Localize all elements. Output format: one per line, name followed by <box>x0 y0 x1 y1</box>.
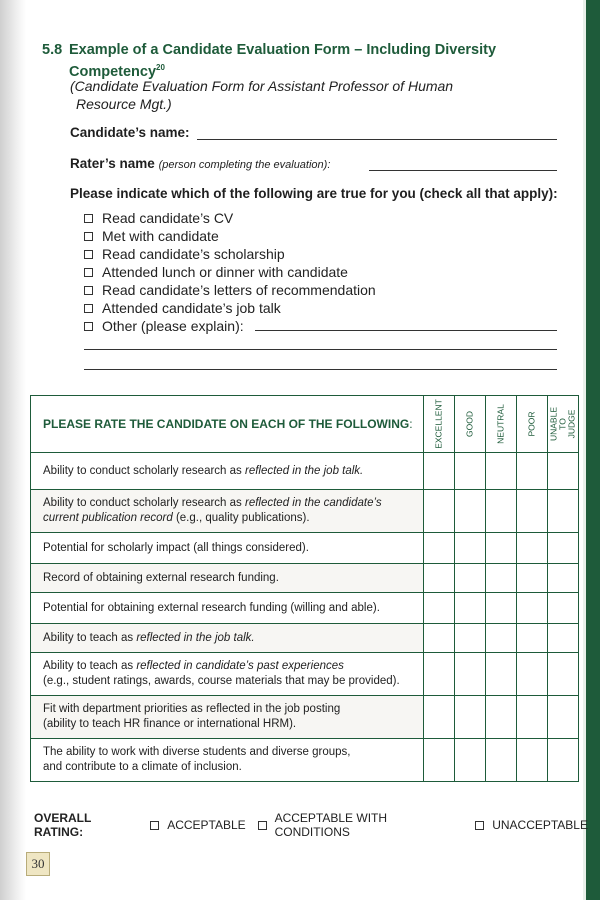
rating-table-title-suffix: : <box>409 417 413 431</box>
rating-cell[interactable] <box>517 593 548 624</box>
rating-cell[interactable] <box>517 533 548 564</box>
rating-table-title <box>31 396 424 453</box>
criterion-text-part: reflected in the job talk. <box>244 464 364 477</box>
page-gutter-shadow <box>0 0 26 900</box>
criterion-text-part: The ability to work with diverse students and diverse groups, <box>43 746 351 758</box>
rating-cell[interactable] <box>486 593 517 624</box>
checkbox[interactable] <box>150 821 159 830</box>
rating-cell[interactable] <box>517 564 548 593</box>
rating-cell[interactable] <box>548 593 579 624</box>
rater-name-field <box>70 156 330 171</box>
rating-cell[interactable] <box>486 696 517 739</box>
footnote-ref: 20 <box>156 63 165 72</box>
criterion-text-part: (ability to teach HR finance or international HRM). <box>43 718 297 730</box>
checkbox[interactable] <box>84 286 93 295</box>
rating-cell[interactable] <box>548 653 579 696</box>
rating-cell[interactable] <box>517 696 548 739</box>
form-subtitle <box>70 77 510 113</box>
criterion-text <box>31 453 424 490</box>
rating-cell[interactable] <box>517 653 548 696</box>
rating-cell[interactable] <box>455 453 486 490</box>
criterion-text-part: reflected in the job talk. <box>136 631 255 644</box>
candidate-name-label: Candidate’s name: <box>70 125 190 140</box>
column-unable-to-judge <box>548 396 579 453</box>
checklist-item[interactable] <box>84 227 376 245</box>
rating-cell[interactable] <box>424 453 455 490</box>
rating-cell[interactable] <box>424 593 455 624</box>
rating-cell[interactable] <box>455 739 486 782</box>
overall-rating-label: OVERALL RATING: <box>34 811 92 839</box>
criterion-row <box>31 624 579 653</box>
checklist-item-label: Attended lunch or dinner with candidate <box>102 264 348 280</box>
criterion-text <box>31 696 424 739</box>
rating-cell[interactable] <box>455 533 486 564</box>
checklist-item-label: Read candidate’s scholarship <box>102 246 285 262</box>
checklist-item-label: Other (please explain): <box>102 318 244 334</box>
criterion-row <box>31 653 579 696</box>
overall-rating <box>34 811 600 839</box>
explain-blank-line[interactable] <box>84 349 557 350</box>
checklist-item-label: Read candidate’s CV <box>102 210 234 226</box>
checklist-item[interactable] <box>84 245 376 263</box>
other-explain-line[interactable] <box>255 330 557 331</box>
criterion-text-part: Record of obtaining external research funding. <box>43 571 279 584</box>
rater-name-hint: (person completing the evaluation): <box>158 159 331 171</box>
rating-cell[interactable] <box>517 490 548 533</box>
overall-option-conditions[interactable] <box>258 811 464 839</box>
checkbox[interactable] <box>84 268 93 277</box>
rating-cell[interactable] <box>486 739 517 782</box>
checkbox[interactable] <box>475 821 484 830</box>
column-poor <box>517 396 548 453</box>
column-label: NEUTRAL <box>495 404 506 444</box>
criterion-text <box>31 624 424 653</box>
criterion-row <box>31 593 579 624</box>
rating-header-row <box>31 396 579 453</box>
checklist-item[interactable] <box>84 317 376 335</box>
checkbox[interactable] <box>84 322 93 331</box>
rating-table <box>30 395 579 782</box>
rating-body <box>31 453 579 782</box>
criterion-text <box>31 653 424 696</box>
column-good <box>455 396 486 453</box>
checkbox[interactable] <box>258 821 267 830</box>
rating-cell[interactable] <box>455 696 486 739</box>
criterion-text-part: reflected in candidate’s past experiences <box>136 660 344 672</box>
criterion-text-part: (e.g., quality publications). <box>172 512 310 524</box>
criterion-row <box>31 490 579 533</box>
rating-cell[interactable] <box>548 739 579 782</box>
criterion-text-part: Potential for scholarly impact (all things considered). <box>43 541 309 554</box>
rating-cell[interactable] <box>486 653 517 696</box>
candidate-name-input-line[interactable] <box>197 139 557 140</box>
criterion-text <box>31 593 424 624</box>
checklist-item-label: Attended candidate’s job talk <box>102 300 281 316</box>
column-excellent <box>424 396 455 453</box>
rating-cell[interactable] <box>424 653 455 696</box>
criterion-text-part: Fit with department priorities as reflected in the job posting <box>43 703 341 715</box>
column-label: UNABLE TO JUDGE <box>548 407 577 442</box>
checkbox[interactable] <box>84 232 93 241</box>
section-number: 5.8 <box>42 42 63 58</box>
rating-cell[interactable] <box>486 453 517 490</box>
rating-cell[interactable] <box>486 624 517 653</box>
section-title: Example of a Candidate Evaluation Form – Including Diversity Competency <box>69 42 497 80</box>
checkbox[interactable] <box>84 250 93 259</box>
rating-cell[interactable] <box>548 564 579 593</box>
rating-cell[interactable] <box>486 533 517 564</box>
overall-option-unacceptable[interactable] <box>475 818 588 832</box>
rating-cell[interactable] <box>424 533 455 564</box>
activities-checklist <box>84 209 376 335</box>
checklist-item[interactable] <box>84 281 376 299</box>
column-label: POOR <box>526 411 537 437</box>
checklist-item-label: Read candidate’s letters of recommendation <box>102 282 376 298</box>
criterion-text-part: Ability to conduct scholarly research as <box>43 464 245 477</box>
criterion-text <box>31 564 424 593</box>
criterion-text-part: reflected in the candidate’s current publication record <box>43 497 382 524</box>
overall-option-label: UNACCEPTABLE <box>492 818 588 832</box>
criterion-text-part: and contribute to a climate of inclusion. <box>43 761 242 773</box>
overall-option-acceptable[interactable] <box>150 818 245 832</box>
rating-cell[interactable] <box>455 653 486 696</box>
rating-cell[interactable] <box>548 533 579 564</box>
rater-name-input-line[interactable] <box>369 170 557 171</box>
rating-cell[interactable] <box>424 564 455 593</box>
checklist-item[interactable] <box>84 263 376 281</box>
criterion-row <box>31 696 579 739</box>
section-title-wrap <box>69 42 539 81</box>
rating-cell[interactable] <box>455 624 486 653</box>
rating-cell[interactable] <box>548 696 579 739</box>
column-label: GOOD <box>464 411 475 437</box>
criterion-row <box>31 533 579 564</box>
criterion-text-part: Ability to teach as <box>43 660 137 672</box>
criterion-text-part: Ability to conduct scholarly research as <box>43 497 245 509</box>
rating-cell[interactable] <box>486 490 517 533</box>
rating-cell[interactable] <box>517 739 548 782</box>
criterion-text <box>31 490 424 533</box>
criterion-text-part: Potential for obtaining external research funding (willing and able). <box>43 601 380 614</box>
rating-cell[interactable] <box>455 593 486 624</box>
checklist-instruction: Please indicate which of the following are true for you (check all that apply): <box>70 186 558 201</box>
subtitle-line-2: Resource Mgt.) <box>76 96 172 112</box>
criterion-text-part: Ability to teach as <box>43 631 137 644</box>
checkbox[interactable] <box>84 214 93 223</box>
subtitle-line-1: (Candidate Evaluation Form for Assistant Professor of Human <box>70 78 454 94</box>
rating-cell[interactable] <box>455 490 486 533</box>
column-label: EXCELLENT <box>433 399 444 449</box>
rating-cell[interactable] <box>548 453 579 490</box>
rating-cell[interactable] <box>424 739 455 782</box>
rating-cell[interactable] <box>424 490 455 533</box>
rating-cell[interactable] <box>424 624 455 653</box>
checklist-item-label: Met with candidate <box>102 228 219 244</box>
checkbox[interactable] <box>84 304 93 313</box>
criterion-text-part: (e.g., student ratings, awards, course materials that may be provided). <box>43 675 400 687</box>
checklist-item[interactable] <box>84 299 376 317</box>
criterion-row <box>31 564 579 593</box>
rater-name-label: Rater’s name <box>70 156 155 171</box>
rating-cell[interactable] <box>517 453 548 490</box>
green-side-bar <box>586 0 600 900</box>
criterion-row <box>31 453 579 490</box>
overall-option-label: ACCEPTABLE WITH CONDITIONS <box>274 811 388 839</box>
column-neutral <box>486 396 517 453</box>
rating-cell[interactable] <box>486 564 517 593</box>
rating-cell[interactable] <box>548 624 579 653</box>
checklist-item[interactable] <box>84 209 376 227</box>
rating-cell[interactable] <box>517 624 548 653</box>
rating-cell[interactable] <box>424 696 455 739</box>
overall-option-label: ACCEPTABLE <box>167 818 246 832</box>
rating-cell[interactable] <box>455 564 486 593</box>
page-number: 30 <box>26 852 50 876</box>
criterion-text <box>31 533 424 564</box>
rating-cell[interactable] <box>548 490 579 533</box>
explain-blank-line[interactable] <box>84 369 557 370</box>
criterion-text <box>31 739 424 782</box>
criterion-row <box>31 739 579 782</box>
rating-table-title-text: PLEASE RATE THE CANDIDATE ON EACH OF THE FOLLOWING <box>43 417 410 431</box>
